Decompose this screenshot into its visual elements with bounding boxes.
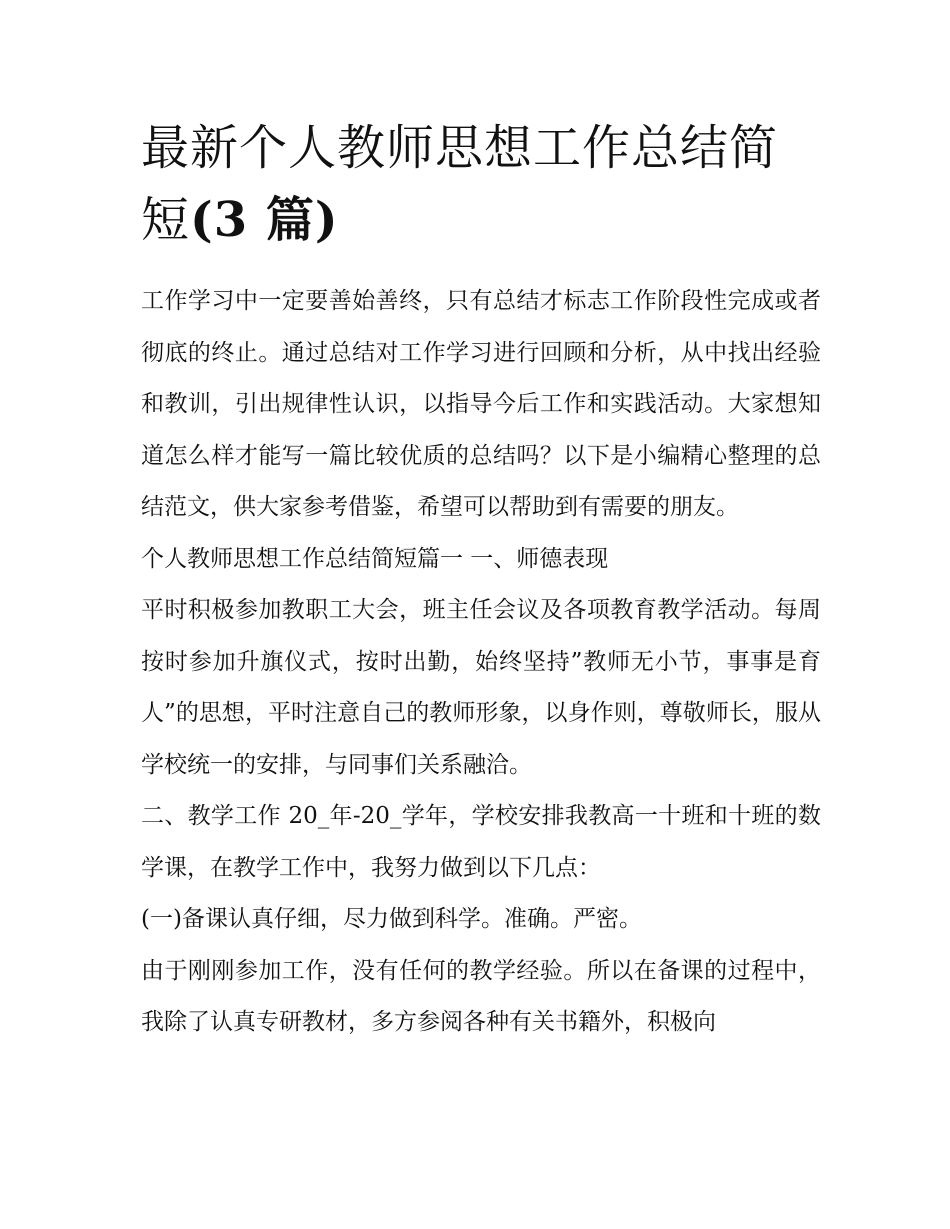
paragraph-intro: 工作学习中一定要善始善终，只有总结才标志工作阶段性完成或者彻底的终止。通过总结对工作学习进行回顾和分析，从中找出经验和教训，引出规律性认识，以指导今后工作和实践活动。大家想知道怎么样才能写一篇比较优质的总结吗？以下是小编精心整理的总结范文，供大家参考借鉴，希望可以帮助到有需要的朋友。 [141, 288, 821, 520]
document-page [141, 112, 821, 1049]
paragraph-ethics: 平时积极参加教职工大会，班主任会议及各项教育教学活动。每周按时参加升旗仪式，按时出勤，始终坚持”教师无小节，事事是育人”的思想，平时注意自己的教师形象，以身作则，尊敬师长，服从学校统一的安排，与同事们关系融洽。 [141, 597, 821, 778]
title-main: 最新个人教师思想工作总结简短 [141, 120, 779, 248]
title-suffix: (3 篇) [190, 192, 339, 248]
paragraph-lesson-prep: 由于刚刚参加工作，没有任何的教学经验。所以在备课的过程中，我除了认真专研教材，多方参阅各种有关书籍外，积极向 [141, 957, 821, 1035]
paragraph-section-heading: 个人教师思想工作总结简短篇一 一、师德表现 [141, 545, 609, 572]
paragraph-teaching-work: 二、教学工作 20_年-20_学年，学校安排我教高一十班和十班的数学课，在教学工作中，我努力做到以下几点： [141, 803, 821, 881]
document-title [141, 112, 821, 256]
paragraph-lesson-prep-heading: (一)备课认真仔细，尽力做到科学。准确。严密。 [141, 906, 642, 932]
document-body [141, 276, 821, 1049]
